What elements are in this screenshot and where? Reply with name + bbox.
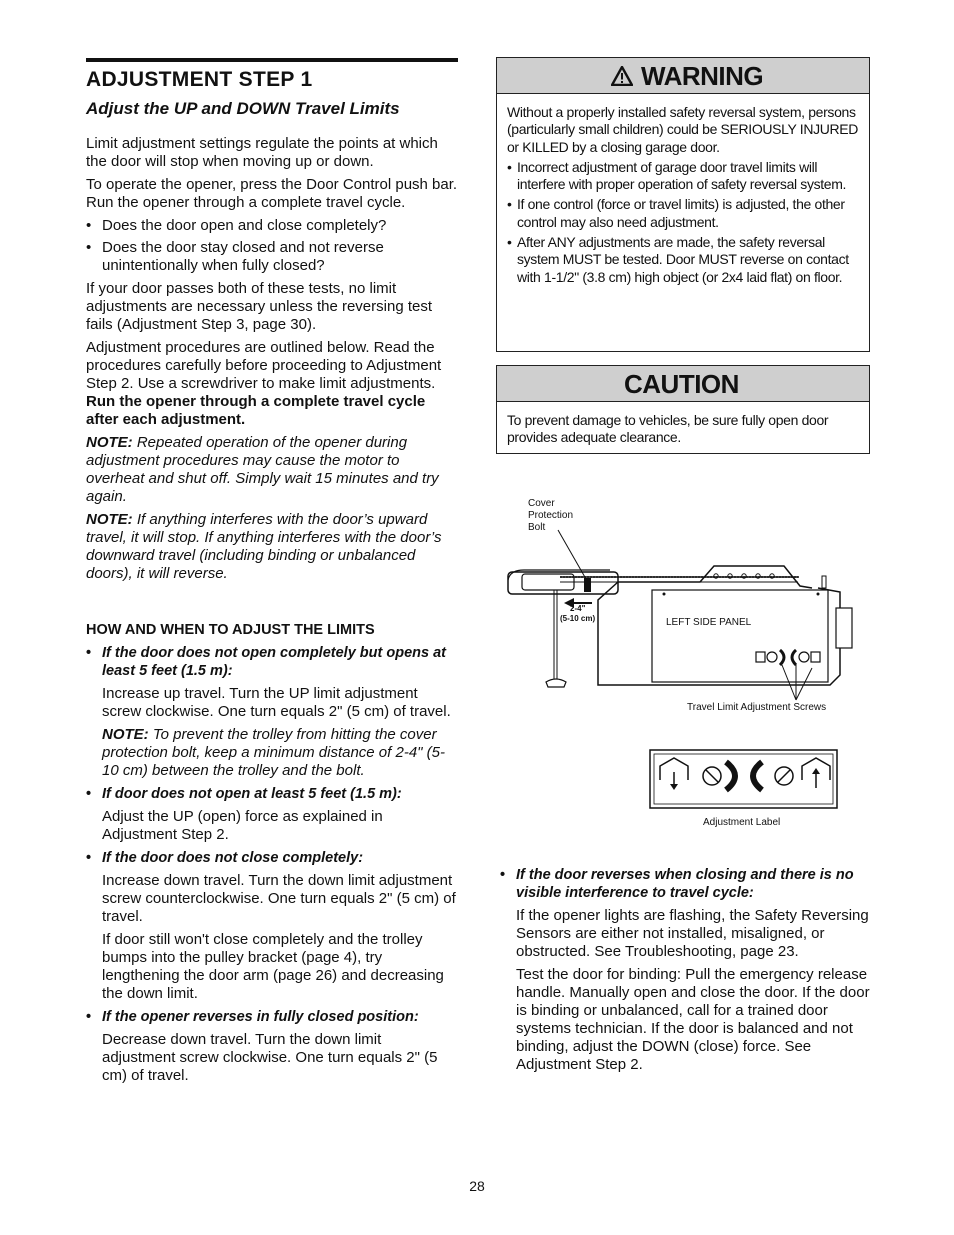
distance-label-1: 2-4" bbox=[570, 604, 586, 613]
page-subheading: Adjust the UP and DOWN Travel Limits bbox=[86, 99, 400, 118]
opener-illustration bbox=[500, 490, 870, 840]
page-number: 28 bbox=[469, 1178, 485, 1194]
case-2-text: Adjust the UP (open) force as explained in Adjustment Step 2. bbox=[102, 808, 383, 843]
case-5-text-1: If the opener lights are flashing, the Safety Reversing Sensors are either not installed, misaligned, or obstructed. See Troubleshooting, page 23. bbox=[516, 907, 869, 960]
procedures-bold-text: Run the opener through a complete travel cycle after each adjustment. bbox=[86, 393, 426, 428]
caution-title: CAUTION bbox=[624, 368, 739, 399]
note-1 bbox=[86, 434, 458, 506]
case-5-title: • If the door reverses when closing and there is no visible interference to travel cycle: bbox=[500, 866, 872, 902]
note-1-text: Repeated operation of the opener during adjustment procedures may cause the motor to overheat and shut off. Simply wait 15 minutes and try again. bbox=[86, 434, 439, 505]
heading-rule bbox=[86, 58, 458, 62]
case-1-note bbox=[86, 726, 458, 780]
left-column bbox=[86, 58, 458, 1090]
warning-header bbox=[497, 58, 869, 94]
adjustment-label-caption: Adjustment Label bbox=[703, 817, 781, 828]
case-3-text-2: If door still won't close completely and the trolley bumps into the pulley bracket (page 4), try lengthening the door arm (page 26) and decreasing the down limit. bbox=[102, 931, 444, 1002]
procedures-paragraph bbox=[86, 339, 458, 429]
intro-paragraph-1: Limit adjustment settings regulate the points at which the door will stop when moving up or down. bbox=[86, 135, 438, 170]
note-2 bbox=[86, 511, 458, 583]
warning-triangle-icon bbox=[611, 66, 633, 86]
note-label: NOTE: bbox=[86, 511, 133, 528]
note-2-text: If anything interferes with the door’s upward travel, it will stop. If anything interferes with the door’s downward travel (including binding or unbalanced doors), it will reverse. bbox=[86, 511, 442, 582]
warning-item: • Incorrect adjustment of garage door travel limits will interfere with proper operation of safety reversal system. bbox=[507, 159, 859, 194]
case-4-title: • If the opener reverses in fully closed position: bbox=[86, 1008, 458, 1026]
intro-paragraph-2: To operate the opener, press the Door Control push bar. Run the opener through a complete travel cycle. bbox=[86, 176, 458, 211]
check-item: • Does the door open and close completely? bbox=[86, 217, 458, 235]
warning-title: WARNING bbox=[641, 60, 764, 91]
right-column-text bbox=[500, 866, 872, 1079]
bolt-label-line: Protection bbox=[528, 510, 574, 521]
case-2-title: • If door does not open at least 5 feet (1.5 m): bbox=[86, 785, 458, 803]
check-list bbox=[86, 217, 458, 275]
case-4-text: Decrease down travel. Turn the down limit adjustment screw clockwise. One turn equals 2" (5 cm) of travel. bbox=[102, 1031, 438, 1084]
bolt-label-line: Bolt bbox=[528, 522, 546, 533]
case-1-text: Increase up travel. Turn the UP limit adjustment screw clockwise. One turn equals 2" (5 cm) of travel. bbox=[102, 685, 451, 720]
caution-text: To prevent damage to vehicles, be sure fully open door provides adequate clearance. bbox=[507, 412, 829, 446]
warning-box bbox=[496, 57, 870, 352]
page-heading: ADJUSTMENT STEP 1 bbox=[86, 68, 313, 91]
caution-box bbox=[496, 365, 870, 454]
warning-item: • After ANY adjustments are made, the safety reversal system MUST be tested. Door MUST reverse on contact with 1-1/2" (3.8 cm) high object (or 2x4 laid flat) on floor. bbox=[507, 234, 859, 286]
bolt-label bbox=[528, 498, 573, 534]
case-1-note-text: To prevent the trolley from hitting the cover protection bolt, keep a minimum distance of 2-4" (5-10 cm) between the trolley and the bolt. bbox=[102, 726, 445, 779]
case-5-text-2: Test the door for binding: Pull the emergency release handle. Manually open and close the door. If the door is binding or unbalanced, call for a trained door systems technician. If the door is balanced and not binding, adjust the DOWN (close) force. See Adjustment Step 2. bbox=[516, 966, 870, 1073]
right-column-boxes bbox=[496, 57, 870, 454]
case-3-text-1: Increase down travel. Turn the down limit adjustment screw counterclockwise. One turn equals 2" (5 cm) of travel. bbox=[102, 872, 456, 925]
distance-label-2: (5-10 cm) bbox=[560, 614, 596, 623]
warning-intro: Without a properly installed safety reversal system, persons (particularly small children) could be SERIOUSLY INJURED or KILLED by a closing garage door. bbox=[507, 104, 859, 155]
warning-list bbox=[507, 159, 859, 286]
check-item: • Does the door stay closed and not reverse unintentionally when fully closed? bbox=[86, 239, 458, 275]
case-3-title: • If the door does not close completely: bbox=[86, 849, 458, 867]
pass-paragraph: If your door passes both of these tests, no limit adjustments are necessary unless the reversing test fails (Adjustment Step 3, page 30). bbox=[86, 280, 433, 333]
note-label: NOTE: bbox=[86, 434, 133, 451]
note-label: NOTE: bbox=[102, 726, 149, 743]
screws-label: Travel Limit Adjustment Screws bbox=[687, 702, 827, 713]
case-1-title: • If the door does not open completely but opens at least 5 feet (1.5 m): bbox=[86, 644, 458, 680]
warning-body bbox=[497, 94, 869, 351]
procedures-text: Adjustment procedures are outlined below. Read the procedures carefully before proceeding to Adjustment Step 2. Use a screwdriver to make limit adjustments. bbox=[86, 339, 442, 392]
opener-diagram bbox=[500, 490, 870, 840]
warning-item: • If one control (force or travel limits) is adjusted, the other control may also need adjustment. bbox=[507, 196, 859, 231]
how-heading: HOW AND WHEN TO ADJUST THE LIMITS bbox=[86, 622, 375, 638]
caution-header bbox=[497, 366, 869, 402]
bolt-label-line: Cover bbox=[528, 498, 555, 509]
panel-label: LEFT SIDE PANEL bbox=[666, 617, 752, 628]
caution-body bbox=[497, 402, 869, 453]
